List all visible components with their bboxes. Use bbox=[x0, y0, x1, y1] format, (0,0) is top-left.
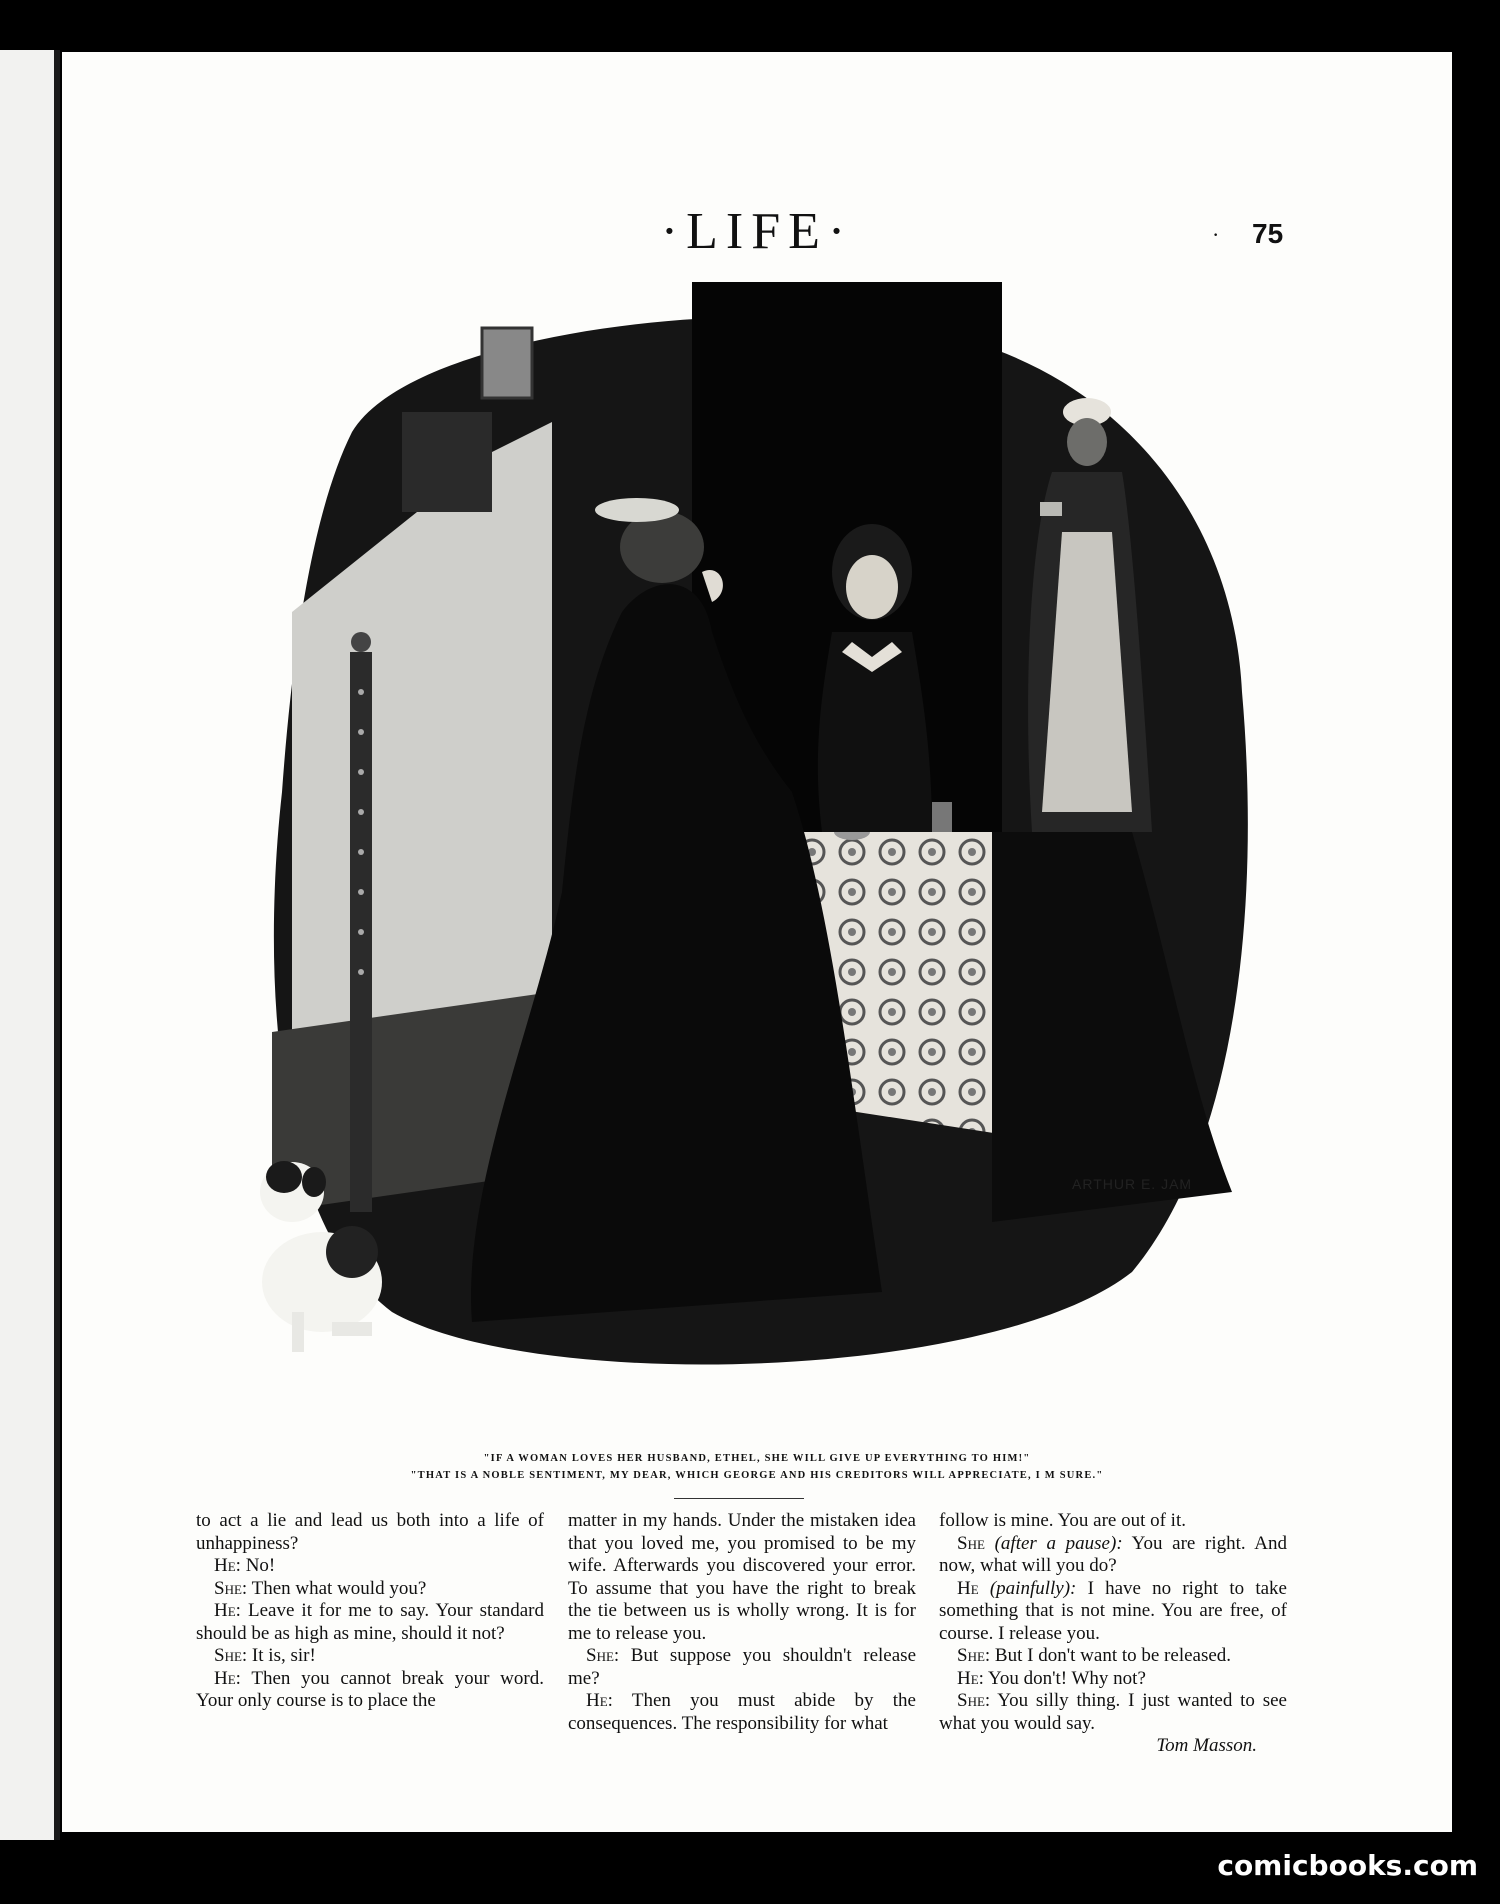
text-column-1 bbox=[196, 1510, 544, 1713]
tea-table-illustration bbox=[232, 272, 1312, 1402]
speaker-label: She bbox=[957, 1690, 985, 1711]
caption-line-1: "IF A WOMAN LOVES HER HUSBAND, ETHEL, SHE WILL GIVE UP EVERYTHING TO HIM!" bbox=[483, 1453, 1031, 1464]
stage-direction: (painfully): bbox=[989, 1577, 1077, 1599]
paragraph bbox=[939, 1578, 1287, 1646]
page-number: 75 bbox=[1252, 218, 1284, 249]
speaker-label: He bbox=[586, 1690, 608, 1711]
paragraph bbox=[196, 1645, 544, 1668]
speaker-label: She bbox=[214, 1645, 242, 1666]
paragraph bbox=[939, 1690, 1287, 1735]
line-text: : Then you cannot break your word. Your only course is to place the bbox=[196, 1667, 544, 1711]
author-byline: Tom Masson. bbox=[1156, 1735, 1257, 1756]
stage-direction: (after a pause): bbox=[994, 1532, 1123, 1554]
speaker-label: She bbox=[957, 1532, 985, 1554]
paragraph bbox=[939, 1645, 1287, 1668]
masthead-title: ·LIFE· bbox=[660, 203, 854, 260]
line-text: : It is, sir! bbox=[241, 1645, 316, 1666]
line-text: : But suppose you shouldn't release me? bbox=[568, 1645, 916, 1689]
illustration-caption bbox=[62, 1450, 1452, 1484]
line-text: : Then what would you? bbox=[241, 1577, 427, 1599]
paragraph bbox=[196, 1555, 544, 1578]
line-text: I have no right to take something that is not mine. You are free, of course. I release you. bbox=[939, 1577, 1287, 1644]
paragraph: follow is mine. You are out of it. bbox=[939, 1510, 1186, 1531]
line-text: : You silly thing. I just wanted to see what you would say. bbox=[939, 1690, 1287, 1734]
magazine-page bbox=[62, 52, 1452, 1832]
text-column-3 bbox=[939, 1510, 1287, 1758]
line-text: : Leave it for me to say. Your standard should be as high as mine, should it not? bbox=[196, 1600, 544, 1644]
speaker-label: She bbox=[586, 1645, 614, 1666]
line-text: You are right. And now, what will you do? bbox=[939, 1532, 1287, 1576]
text-column-2 bbox=[568, 1510, 916, 1735]
paragraph bbox=[939, 1533, 1287, 1578]
line-text: : No! bbox=[235, 1555, 276, 1576]
paragraph bbox=[196, 1668, 544, 1713]
line-text: : But I don't want to be released. bbox=[984, 1645, 1232, 1666]
speaker-label: He bbox=[957, 1577, 979, 1599]
speaker-label: He bbox=[957, 1667, 979, 1689]
caption-line-2: "THAT IS A NOBLE SENTIMENT, MY DEAR, WHICH GEORGE AND HIS CREDITORS WILL APPRECIATE, I M SURE." bbox=[410, 1470, 1104, 1481]
paragraph: matter in my hands. Under the mistaken idea that you loved me, you promised to be my wife. Afterwards you discovered your error. To assume that you have the right to break the tie between us is wholly wrong. It is for me to release you. bbox=[568, 1510, 916, 1644]
speaker-label: She bbox=[957, 1645, 985, 1666]
paragraph bbox=[568, 1645, 916, 1690]
paragraph bbox=[196, 1600, 544, 1645]
line-text: : Then you must abide by the consequences. The responsibility for what bbox=[568, 1690, 916, 1734]
speaker-label: She bbox=[214, 1577, 242, 1599]
caption-divider bbox=[674, 1498, 804, 1499]
speaker-label: He bbox=[214, 1667, 236, 1689]
paragraph bbox=[196, 1578, 544, 1601]
site-watermark: comicbooks.com bbox=[1217, 1849, 1478, 1882]
paragraph bbox=[568, 1690, 916, 1735]
speaker-label: He bbox=[214, 1600, 236, 1621]
paragraph bbox=[939, 1668, 1287, 1691]
binding-spine bbox=[0, 50, 58, 1840]
page-number-dot: · bbox=[1212, 222, 1220, 247]
paragraph: to act a lie and lead us both into a life of unhappiness? bbox=[196, 1510, 544, 1554]
artist-signature: ARTHUR E. JAM bbox=[1072, 1176, 1193, 1192]
line-text: : You don't! Why not? bbox=[978, 1667, 1146, 1689]
speaker-label: He bbox=[214, 1555, 236, 1576]
binding-edge bbox=[54, 50, 60, 1840]
